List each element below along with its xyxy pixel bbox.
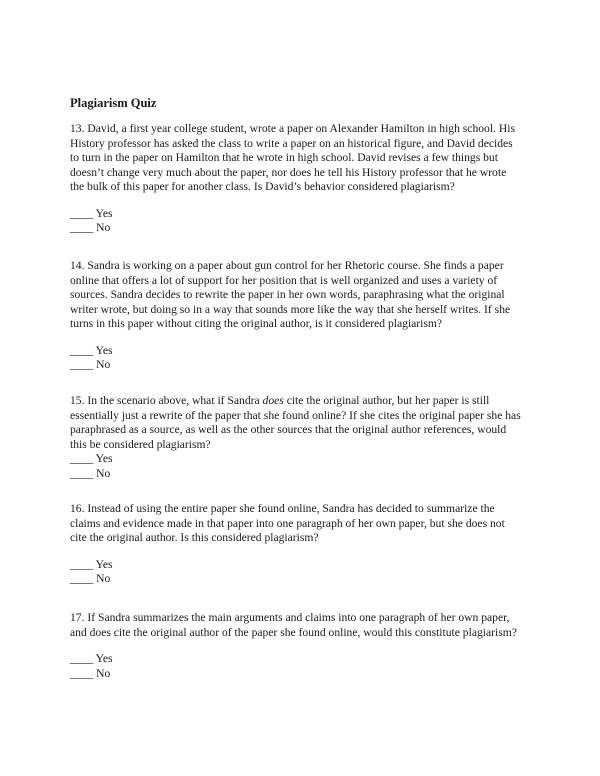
question-text-line: the bulk of this paper for another class. Is David’s behavior considered plagiarism? — [70, 180, 455, 193]
answer-options — [70, 344, 532, 373]
answer-label: No — [96, 221, 111, 234]
question-text-line: essentially just a rewrite of the paper that she found online? If she cites the original paper she has — [70, 408, 521, 422]
question-text-line: to turn in the paper on Hamilton that he wrote in high school. David revises a few things but — [70, 151, 498, 164]
answer-label: No — [96, 572, 111, 585]
answer-option-yes[interactable] — [70, 207, 532, 222]
question-17 — [70, 611, 532, 681]
answer-blank: ____ — [70, 652, 94, 665]
question-14 — [70, 259, 532, 373]
answer-label: No — [96, 358, 111, 371]
answer-blank: ____ — [70, 466, 94, 480]
question-15 — [70, 394, 532, 481]
question-text-line: turns in this paper without citing the original author, is it considered plagiarism? — [70, 317, 443, 330]
question-text-emphasis: does — [262, 394, 284, 407]
question-text-line: History professor has asked the class to write a paper on an historical figure, and David decides — [70, 136, 513, 150]
question-text-line: 13. David, a first year college student, wrote a paper on Alexander Hamilton in high school. His — [70, 122, 515, 135]
answer-option-yes[interactable] — [70, 452, 532, 467]
answer-blank: ____ — [70, 221, 94, 234]
answer-label: Yes — [95, 343, 113, 357]
question-text-line: this be considered plagiarism? — [70, 437, 211, 451]
answer-option-no[interactable] — [70, 221, 532, 236]
question-text-segment: cite the original author, but her paper is still — [283, 394, 490, 407]
answer-label: Yes — [95, 452, 113, 465]
answer-label: No — [96, 666, 111, 680]
question-text-line: doesn’t change very much about the paper, nor does he tell his History professor that he wrote — [70, 165, 507, 179]
question-text-line: sources. Sandra decides to rewrite the paper in her own words, paraphrasing what the original — [70, 288, 505, 301]
question-16 — [70, 502, 532, 587]
question-text-line — [70, 394, 532, 409]
answer-options — [70, 207, 532, 236]
answer-option-no[interactable] — [70, 467, 532, 482]
page-title: Plagiarism Quiz — [70, 96, 157, 110]
answer-blank: ____ — [70, 452, 94, 465]
answer-blank: ____ — [70, 666, 94, 680]
answer-option-yes[interactable] — [70, 344, 532, 359]
question-text-line: 14. Sandra is working on a paper about gun control for her Rhetoric course. She finds a paper — [70, 259, 504, 272]
question-text-line: claims and evidence made in that paper into one paragraph of her own paper, but she does not — [70, 516, 505, 530]
answer-label: Yes — [95, 557, 113, 571]
answer-option-no[interactable] — [70, 667, 532, 682]
question-text-line: 17. If Sandra summarizes the main arguments and claims into one paragraph of her own paper, — [70, 611, 510, 624]
question-text-line: and does cite the original author of the paper she found online, would this constitute plagiarism? — [70, 625, 517, 639]
answer-option-no[interactable] — [70, 358, 532, 373]
answer-blank: ____ — [70, 557, 94, 571]
question-text-line: paraphrased as a source, as well as the other sources that the original author references, would — [70, 423, 507, 436]
answer-options — [70, 452, 532, 481]
answer-blank: ____ — [70, 206, 94, 220]
answer-label: Yes — [95, 652, 113, 665]
question-text-line: cite the original author. Is this considered plagiarism? — [70, 531, 319, 544]
answer-options — [70, 652, 532, 681]
question-text-line: writer wrote, but doing so in a way that sounds more like the way that she herself writes. If she — [70, 302, 511, 316]
answer-option-yes[interactable] — [70, 652, 532, 667]
answer-blank: ____ — [70, 343, 94, 357]
question-text-line: 16. Instead of using the entire paper she found online, Sandra has decided to summarize the — [70, 502, 495, 515]
answer-option-yes[interactable] — [70, 558, 532, 573]
answer-blank: ____ — [70, 572, 94, 585]
question-text-line: online that offers a lot of support for her position that is well organized and uses a variety of — [70, 273, 498, 287]
answer-options — [70, 558, 532, 587]
question-13 — [70, 122, 532, 236]
answer-option-no[interactable] — [70, 572, 532, 587]
answer-label: No — [96, 466, 111, 480]
question-text-segment: 15. In the scenario above, what if Sandra — [70, 394, 263, 407]
answer-label: Yes — [95, 206, 113, 220]
answer-blank: ____ — [70, 358, 94, 371]
